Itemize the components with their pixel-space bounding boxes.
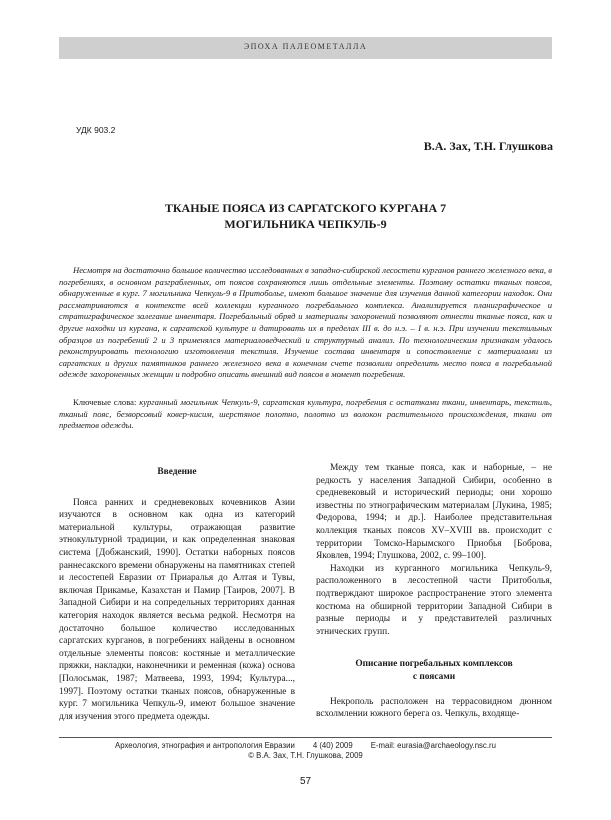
article-title-line-2: МОГИЛЬНИКА ЧЕПКУЛЬ-9 [224, 217, 387, 231]
right-paragraph-2: Находки из курганного могильника Чепкуль-9, расположенного в лесостепной части Притоболья, подтверждают широкое распространение этого элемента костюма на обширной территории Западной Сибири в разные периоды и у представителей различных этнических групп. [316, 563, 552, 637]
right-paragraph-3: Некрополь расположен на террасовидном дюнном всхолмлении южного берега оз. Чепкуль, входяще- [316, 696, 552, 720]
section-title: ЭПОХА ПАЛЕОМЕТАЛЛА [243, 42, 368, 51]
keywords-label: Ключевые слова: [73, 397, 137, 407]
section-2-heading-line-2: с поясами [412, 671, 456, 682]
keywords [59, 397, 552, 432]
article-title [70, 200, 541, 232]
right-column [316, 462, 552, 721]
copyright: © В.А. Зах, Т.Н. Глушкова, 2009 [248, 751, 363, 760]
section-2-heading-line-1: Описание погребальных комплексов [355, 659, 513, 670]
intro-paragraph: Пояса ранних и средневековых кочевников Азии изучаются в основном как одна из категорий материальной культуры, отражающая развитие этнокультурной традиции, и как определенная знаковая система [Добжанский, 1990]. Остатки наборных поясов раннесакского времени обнаружены на памятниках степей и лесостепей Евразии от Приаралья до Алтая и Тувы, включая Прикамье, Казахстан и Памир [Таиров, 2007]. В Западной Сибири и на сопредельных территориях данная категория находок является весьма редкой. Несмотря на достаточно большое количество исследованных саргатских курганов, в погребениях найдены в основном отдельные элементы поясов: костяные и металлические пряжки, накладки, наконечники и ременная (кожа) основа [Полосьмак, 1987; Матвеева, 1993, 1994; Культура..., 1997]. Поэтому остатки тканых поясов, обнаруженные в кург. 7 могильника Чепкуль-9, имеют большое значение для изучения этого предмета одежды. [59, 497, 295, 722]
footer-divider [59, 737, 552, 738]
left-column [59, 462, 295, 723]
abstract-text: Несмотря на достаточно большое количество исследованных в западно-сибирской лесостепи курганов раннего железного века, в погребениях, в основном разграбленных, от поясов сохраняются лишь отдельные элементы. Поэтому остатки тканых поясов, обнаруженные в кург. 7 могильника Чепкуль-9 в Притоболье, имеют большое значение для изучения данной категории находок. Они рассматриваются в контексте всей коллекции курганного погребального комплекса. Анализируется планиграфическое и стратиграфическое залегание инвентаря. Погребальный обряд и материалы захоронений позволяют отнести тканые пояса, как и другие находки из кургана, к саргатской культуре и датировать их в пределах III в. до н.э. – I в. н.э. При изучении текстильных образцов из погребений 2 и 3 применялся материаловедческий и структурный анализ. По технологическим признакам удалось реконструировать технологию изготовления текстиля. Изучение состава инвентаря и сопоставление с материалами из саргатских и других памятников раннего железного века в конечном счете позволили определить место пояса в погребальной одежде захороненных женщин и подробно описать внешний вид поясов в момент погребения. [59, 265, 552, 380]
page-number: 57 [299, 776, 312, 787]
section-2-heading [316, 658, 552, 683]
journal-issue: 4 (40) [312, 741, 334, 750]
journal-email: E-mail: eurasia@archaeology.nsc.ru [370, 741, 496, 750]
article-title-line-1: ТКАНЫЕ ПОЯСА ИЗ САРГАТСКОГО КУРГАНА 7 [164, 201, 447, 215]
authors: В.А. Зах, Т.Н. Глушкова [423, 139, 553, 153]
right-paragraph-1: Между тем тканые пояса, как и наборные, – не редкость у населения Западной Сибири, особенно в средневековый и исторический периоды; они хорошо известны по этнографическим материалам [Лукина, 1985; Федорова, 1994; и др.]. Наиболее представительная коллекция тканых поясов XV–XVIII вв. происходит с территории Томско-Нарымского Приобья [Боброва, Яковлев, 1994; Глушкова, 2002, с. 99–100]. [316, 463, 552, 562]
section-header-bar [59, 37, 552, 59]
intro-heading: Введение [157, 467, 197, 477]
abstract [59, 265, 552, 381]
journal-name: Археология, этнография и антропология Евразии [115, 741, 295, 750]
journal-year: 2009 [335, 741, 353, 750]
keywords-text: курганный могильник Чепкуль-9, саргатская культура, погребения с остатками ткани, инвентарь, текстиль, тканый пояс, безворсовый ковер-кисим, шерстяное полотно, полотно из волокон растительного происхождения, ткани от предметов одежды. [59, 397, 552, 431]
page-footer [59, 741, 552, 760]
udc-code: УДК 903.2 [76, 125, 116, 135]
